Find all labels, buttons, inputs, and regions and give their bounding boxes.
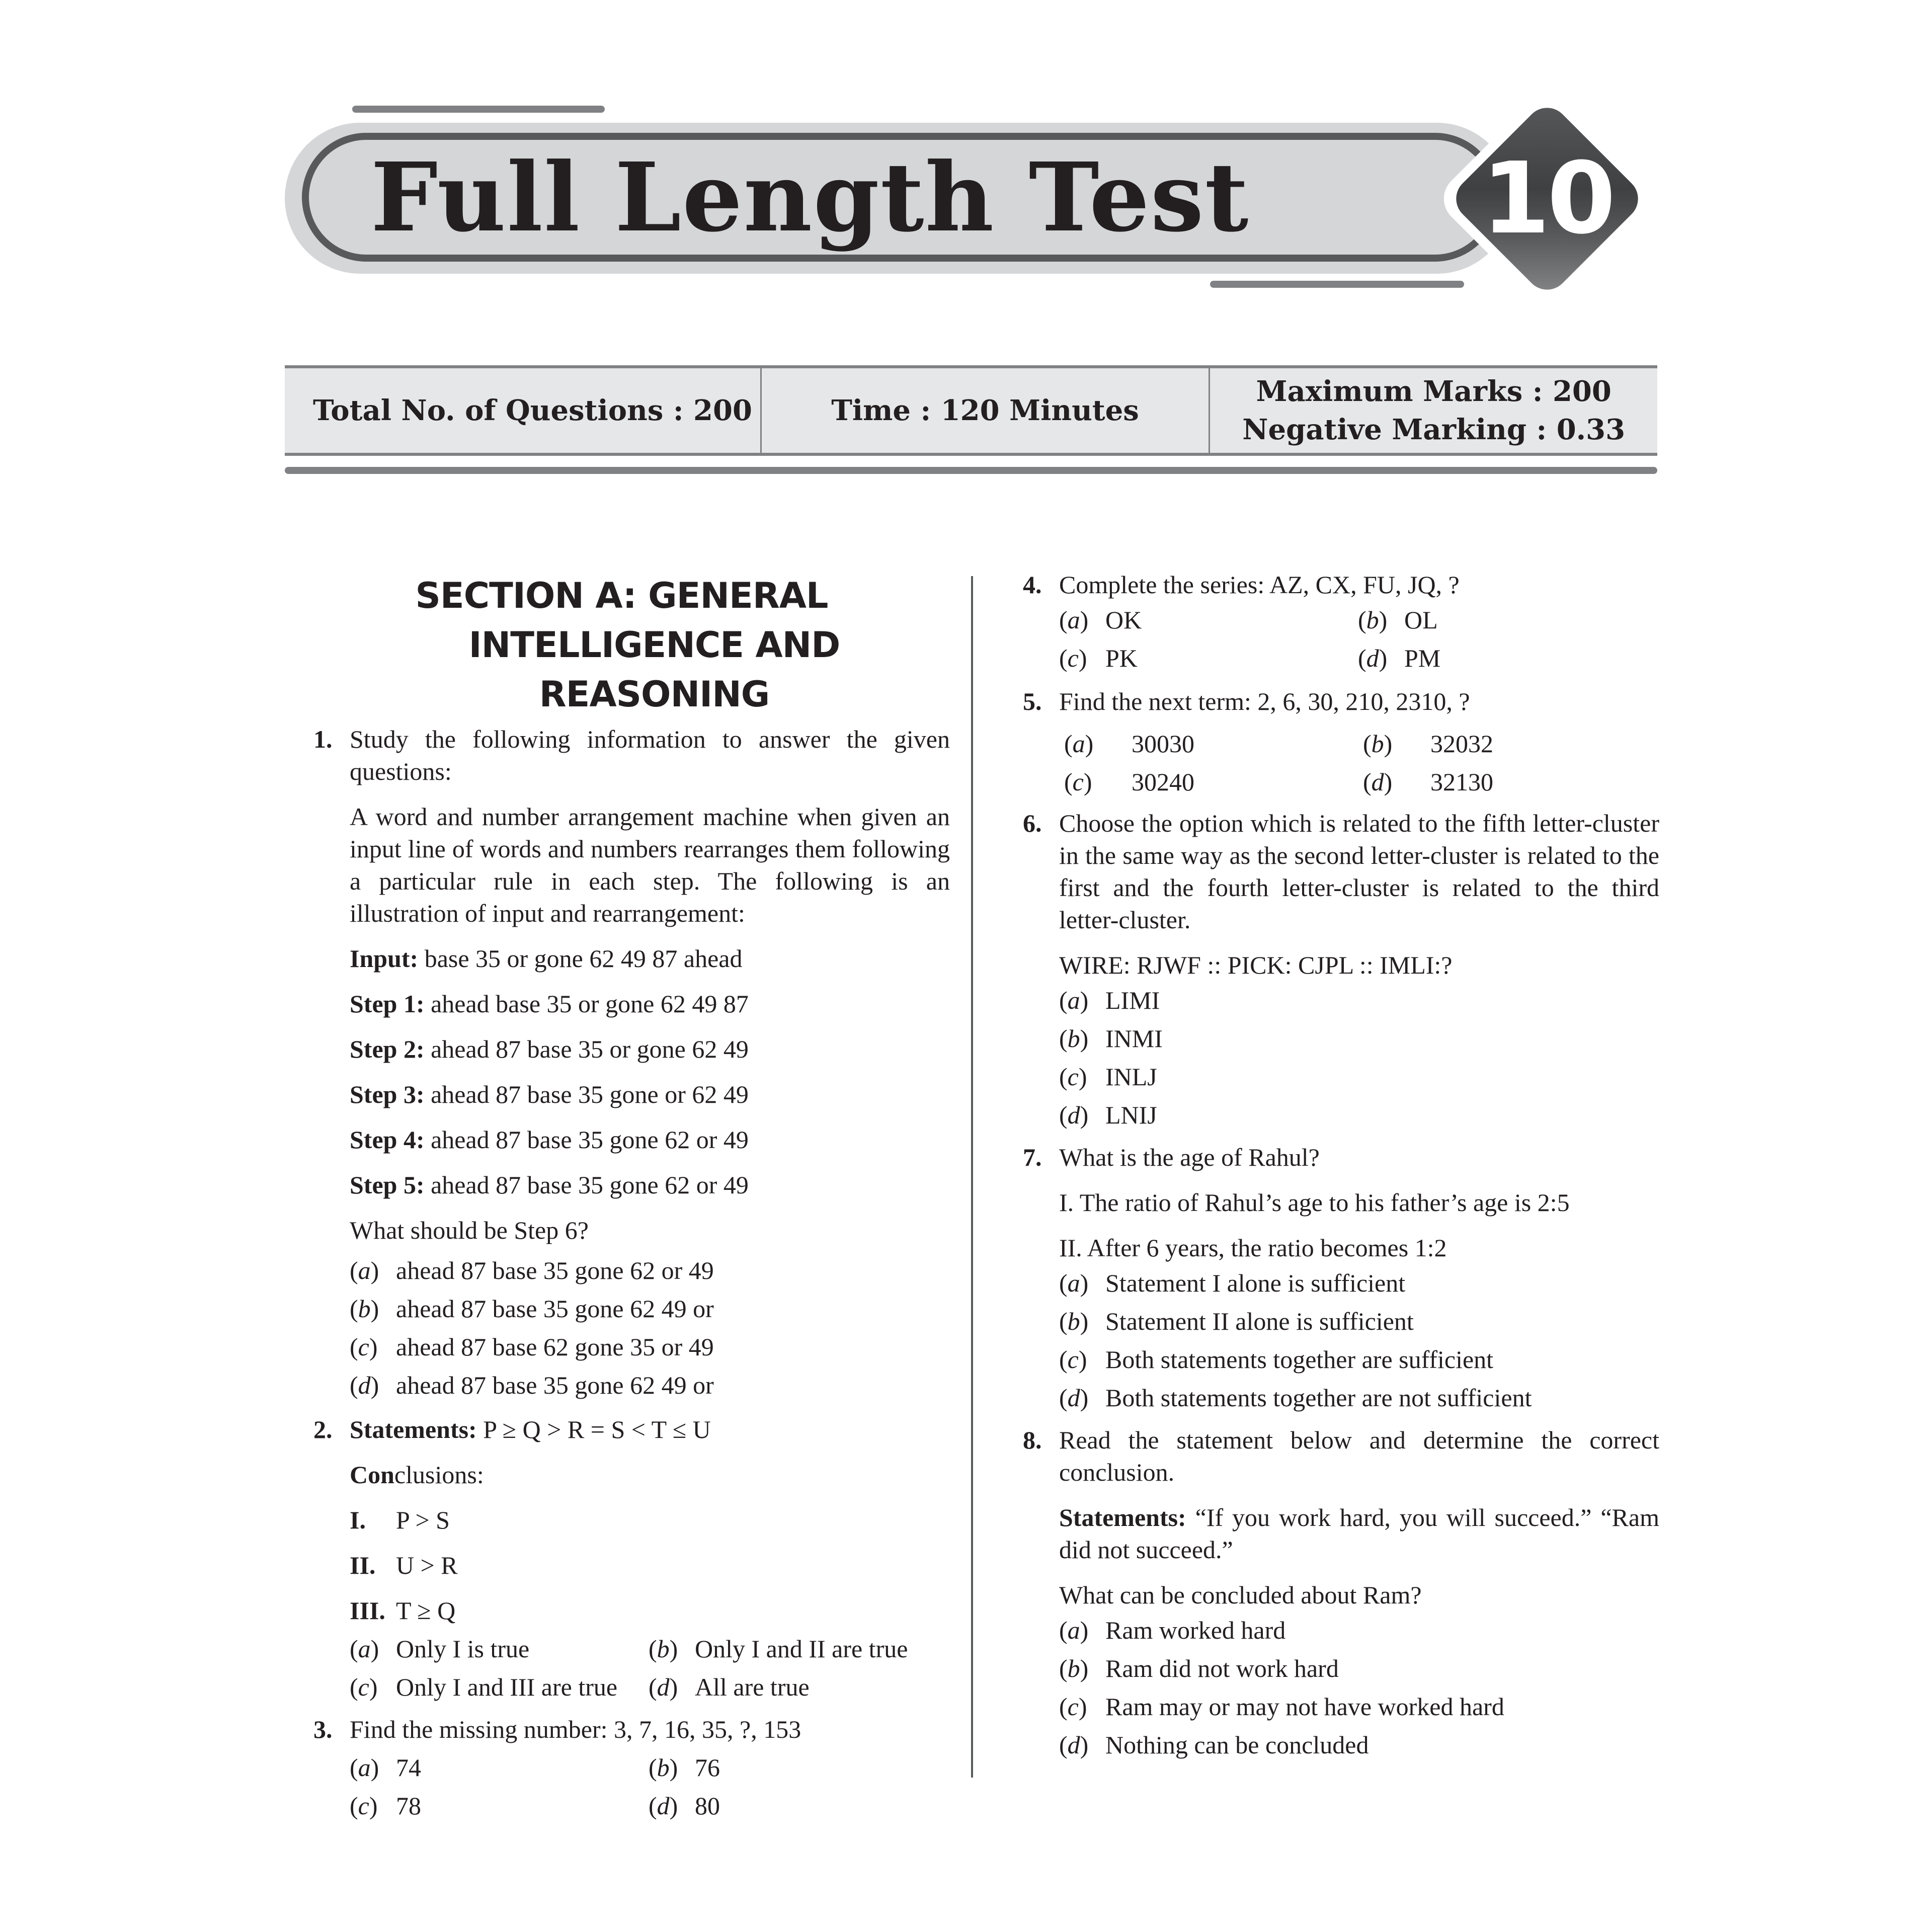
right-column [1023, 569, 1659, 1764]
option-label: (b) [1059, 1024, 1089, 1053]
question-number: 8. [1023, 1426, 1042, 1454]
option-label: (b) [1363, 730, 1393, 758]
step-1 [350, 988, 950, 1020]
step-text: ahead 87 base 35 or gone 62 49 [424, 1035, 749, 1063]
option-label: (b) [649, 1753, 678, 1782]
question-text: Find the next term: 2, 6, 30, 210, 2310, ? [1059, 687, 1470, 715]
option-label: (c) [1059, 644, 1087, 672]
option-text: Ram may or may not have worked hard [1105, 1693, 1504, 1721]
option-text: Nothing can be concluded [1105, 1731, 1369, 1759]
step-2 [350, 1033, 950, 1065]
step-text: ahead base 35 or gone 62 49 87 [424, 990, 749, 1018]
option-text: OL [1404, 606, 1438, 634]
option-text: 74 [396, 1753, 421, 1782]
option-b[interactable] [1358, 725, 1659, 763]
option-c[interactable] [1059, 1058, 1659, 1096]
statements-text: P ≥ Q > R = S < T ≤ U [476, 1415, 711, 1443]
option-text: 32130 [1430, 768, 1493, 796]
conclusion-number: I. [350, 1506, 366, 1534]
option-text: ahead 87 base 35 gone 62 49 or [396, 1295, 714, 1323]
option-d[interactable] [1358, 639, 1659, 677]
option-a[interactable] [1059, 601, 1358, 639]
step-label: Step 5: [350, 1171, 425, 1199]
question-text: Read the statement below and determine the correct conclusion. [1059, 1426, 1659, 1486]
option-label: (b) [649, 1635, 678, 1663]
options-grid [350, 1748, 950, 1825]
option-d[interactable] [1059, 1096, 1659, 1134]
page-title: Full Length Test [370, 141, 1250, 253]
option-label: (d) [350, 1371, 379, 1399]
option-text: All are true [695, 1673, 810, 1701]
conclusion-3 [350, 1594, 950, 1627]
option-label: (a) [1059, 606, 1089, 634]
option-label: (d) [1059, 1384, 1089, 1412]
option-text: 30240 [1132, 768, 1194, 796]
option-text: Ram did not work hard [1105, 1654, 1339, 1682]
option-text: 30030 [1132, 730, 1194, 758]
question-number: 7. [1023, 1143, 1042, 1171]
option-label: (c) [1064, 768, 1092, 796]
statements [1059, 1501, 1659, 1566]
question-number: 3. [313, 1715, 333, 1743]
option-label: (b) [1059, 1654, 1089, 1682]
option-label: (c) [350, 1673, 378, 1701]
option-label: (d) [649, 1673, 678, 1701]
conclusion-2 [350, 1549, 950, 1581]
option-text: INMI [1105, 1024, 1163, 1053]
option-c[interactable] [350, 1787, 649, 1825]
question-number: 1. [313, 725, 333, 753]
options-list [350, 1251, 950, 1404]
question-number: 2. [313, 1415, 333, 1443]
option-b[interactable] [1059, 1019, 1659, 1058]
option-label: (b) [1059, 1307, 1089, 1335]
analogy: WIRE: RJWF :: PICK: CJPL :: IMLI:? [1059, 951, 1453, 979]
option-a[interactable] [1059, 1264, 1659, 1302]
option-label: (d) [1363, 768, 1393, 796]
section-title-line1: SECTION A: GENERAL [415, 575, 828, 616]
option-text: Statement II alone is sufficient [1105, 1307, 1414, 1335]
option-a[interactable] [1059, 725, 1358, 763]
option-b[interactable] [1358, 601, 1659, 639]
statement-1: I. The ratio of Rahul’s age to his father’s age is 2:5 [1059, 1188, 1570, 1217]
question-6 [1023, 807, 1659, 1134]
column-divider [971, 576, 973, 1778]
left-column [313, 571, 950, 1825]
step-label: Step 1: [350, 990, 425, 1018]
option-d[interactable] [1059, 1379, 1659, 1417]
question-5 [1023, 685, 1659, 801]
question-prompt: What can be concluded about Ram? [1059, 1581, 1422, 1609]
question-number: 6. [1023, 809, 1042, 837]
option-label: (a) [350, 1635, 379, 1663]
option-b[interactable] [649, 1748, 950, 1787]
negative-marking: Negative Marking : 0.33 [1242, 413, 1626, 446]
option-text: Ram worked hard [1105, 1616, 1286, 1644]
options-list [1059, 981, 1659, 1134]
option-text: 78 [396, 1792, 421, 1820]
option-text: 32032 [1430, 730, 1493, 758]
question-text: What is the age of Rahul? [1059, 1143, 1320, 1171]
option-a[interactable] [1059, 981, 1659, 1019]
option-label: (c) [1059, 1345, 1087, 1374]
option-label: (c) [350, 1792, 378, 1820]
question-7 [1023, 1141, 1659, 1417]
question-text: Study the following information to answer the given questions: [350, 725, 950, 785]
step-text: base 35 or gone 62 49 87 ahead [418, 944, 743, 973]
option-a[interactable] [1059, 1611, 1659, 1649]
option-a[interactable] [350, 1748, 649, 1787]
option-c[interactable] [1059, 763, 1358, 801]
question-prompt: What should be Step 6? [350, 1216, 589, 1244]
options-list [1059, 1611, 1659, 1764]
step-text: ahead 87 base 35 gone 62 or 49 [424, 1125, 749, 1154]
options-grid [1059, 601, 1659, 677]
conclusion-text: U > R [396, 1551, 458, 1579]
option-b[interactable] [1059, 1649, 1659, 1687]
time-cell [762, 368, 1211, 453]
conclusion-text: T ≥ Q [396, 1596, 456, 1625]
option-d[interactable] [649, 1668, 950, 1706]
conclusion-1 [350, 1504, 950, 1536]
option-c[interactable] [1059, 639, 1358, 677]
option-text: Only I is true [396, 1635, 530, 1663]
conclusions-heading [350, 1459, 950, 1491]
option-d[interactable] [649, 1787, 950, 1825]
option-d[interactable] [350, 1366, 950, 1404]
input-line [350, 942, 950, 975]
conclusions-bold: Con [350, 1461, 394, 1489]
options-grid [350, 1630, 950, 1706]
statements-label: Statements: [350, 1415, 477, 1443]
conclusion-text: P > S [396, 1506, 450, 1534]
option-label: (a) [1064, 730, 1094, 758]
option-text: LNIJ [1105, 1101, 1157, 1129]
option-a[interactable] [350, 1251, 950, 1290]
option-b[interactable] [1059, 1302, 1659, 1340]
option-c[interactable] [1059, 1687, 1659, 1726]
options-list [1059, 1264, 1659, 1417]
header-separator [285, 467, 1657, 474]
option-text: ahead 87 base 35 gone 62 or 49 [396, 1256, 714, 1284]
question-passage: A word and number arrangement machine when given an input line of words and numbers rearranges them following a particular rule in each step. The following is an illustration of input and rearrangement: [350, 802, 950, 927]
step-4 [350, 1123, 950, 1156]
option-label: (a) [1059, 1616, 1089, 1644]
option-text: Only I and II are true [695, 1635, 908, 1663]
question-number: 5. [1023, 687, 1042, 715]
option-label: (c) [1059, 1063, 1087, 1091]
test-info-table [285, 365, 1657, 456]
question-1 [313, 723, 950, 1404]
option-text: Both statements together are not sufficient [1105, 1384, 1532, 1412]
option-d[interactable] [1059, 1726, 1659, 1764]
option-c[interactable] [1059, 1340, 1659, 1379]
option-text: ahead 87 base 35 gone 62 49 or [396, 1371, 714, 1399]
statements-label: Statements: [1059, 1503, 1186, 1532]
option-c[interactable] [350, 1328, 950, 1366]
option-d[interactable] [1358, 763, 1659, 801]
marks-cell [1210, 368, 1657, 453]
option-b[interactable] [649, 1630, 950, 1668]
step-5 [350, 1169, 950, 1201]
option-label: (c) [350, 1333, 378, 1361]
section-title [313, 571, 950, 719]
question-4 [1023, 569, 1659, 677]
option-label: (b) [1358, 606, 1388, 634]
option-text: 80 [695, 1792, 720, 1820]
option-b[interactable] [350, 1290, 950, 1328]
option-text: PM [1404, 644, 1441, 672]
option-label: (b) [350, 1295, 379, 1323]
bottom-decorative-line [1210, 281, 1464, 288]
step-text: ahead 87 base 35 gone or 62 49 [424, 1080, 749, 1108]
question-2 [313, 1413, 950, 1706]
total-questions-cell [285, 368, 762, 453]
maximum-marks: Maximum Marks : 200 [1256, 375, 1612, 408]
option-text: Statement I alone is sufficient [1105, 1269, 1406, 1297]
option-label: (a) [350, 1753, 379, 1782]
step-text: ahead 87 base 35 gone 62 or 49 [424, 1171, 749, 1199]
option-c[interactable] [350, 1668, 649, 1706]
step-label: Step 3: [350, 1080, 425, 1108]
step-label: Step 2: [350, 1035, 425, 1063]
statements-text: “If you work hard, you will succeed.” “Ram did not succeed.” [1059, 1503, 1659, 1564]
option-text: PK [1105, 644, 1138, 672]
step-3 [350, 1078, 950, 1110]
option-text: OK [1105, 606, 1142, 634]
section-title-line2: INTELLIGENCE AND REASONING [468, 624, 840, 715]
question-8 [1023, 1424, 1659, 1764]
step-label: Input: [350, 944, 419, 973]
conclusions-rest: clusions: [394, 1461, 484, 1489]
option-text: 76 [695, 1753, 720, 1782]
option-label: (a) [1059, 1269, 1089, 1297]
question-text: Choose the option which is related to the fifth letter-cluster in the same way as the second letter-cluster is related to the first and the fourth letter-cluster is related to the third letter-cluster. [1059, 809, 1659, 934]
option-label: (a) [350, 1256, 379, 1284]
option-text: INLJ [1105, 1063, 1157, 1091]
test-number: 10 [1481, 141, 1613, 256]
top-decorative-line [352, 106, 605, 113]
step-label: Step 4: [350, 1125, 425, 1154]
option-label: (d) [1059, 1731, 1089, 1759]
option-text: ahead 87 base 62 gone 35 or 49 [396, 1333, 714, 1361]
question-number: 4. [1023, 571, 1042, 599]
question-3 [313, 1713, 950, 1825]
option-label: (a) [1059, 986, 1089, 1014]
options-grid [1059, 725, 1659, 801]
option-label: (d) [1059, 1101, 1089, 1129]
question-text: Complete the series: AZ, CX, FU, JQ, ? [1059, 571, 1460, 599]
conclusion-number: III. [350, 1596, 385, 1625]
option-label: (c) [1059, 1693, 1087, 1721]
question-text: Find the missing number: 3, 7, 16, 35, ?, 153 [350, 1715, 801, 1743]
total-questions: Total No. of Questions : 200 [313, 394, 752, 427]
option-a[interactable] [350, 1630, 649, 1668]
option-label: (d) [1358, 644, 1388, 672]
option-text: Both statements together are sufficient [1105, 1345, 1494, 1374]
option-text: LIMI [1105, 986, 1160, 1014]
option-text: Only I and III are true [396, 1673, 618, 1701]
option-label: (d) [649, 1792, 678, 1820]
statements [350, 1413, 950, 1445]
statement-2: II. After 6 years, the ratio becomes 1:2 [1059, 1234, 1447, 1262]
time-limit: Time : 120 Minutes [831, 394, 1139, 427]
conclusion-number: II. [350, 1551, 376, 1579]
